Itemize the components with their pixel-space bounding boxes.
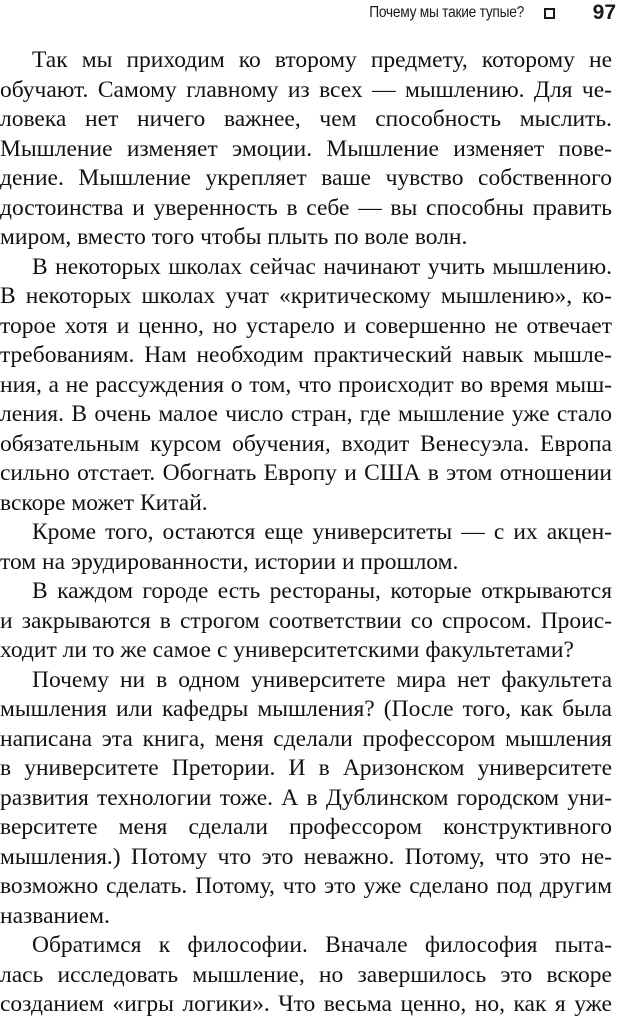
text-line: мышления.) Потому что это неважно. Потому, что это не- <box>0 843 612 870</box>
text-line: верситете меня сделали профессором конструктивного <box>0 814 612 840</box>
text-line: ления. В очень малое число стран, где мышление уже стало <box>0 401 612 427</box>
text-line: ловека нет ничего важнее, чем способность мыслить. <box>0 106 612 132</box>
text-line: ходит ли то же самое с университетскими факультетами? <box>0 637 574 663</box>
text-line: достоинства и уверенность в себе — вы способны править <box>0 194 612 221</box>
text-line: В некоторых школах учат «критическому мышлению», ко- <box>0 283 612 309</box>
paragraph <box>0 666 620 932</box>
text-line: развития технологии тоже. А в Дублинском городском уни- <box>0 784 612 811</box>
paragraph <box>0 577 620 666</box>
page-number: 97 <box>592 1 616 24</box>
text-line: том на эрудированности, истории и прошлом. <box>0 548 459 575</box>
text-line: возможно сделать. Потому, что это уже сделано под другим <box>0 873 612 899</box>
text-line: созданием «игры логики». Что весьма ценно, но, как я уже <box>0 991 612 1017</box>
running-header <box>0 0 620 40</box>
text-line: В каждом городе есть рестораны, которые открываются <box>32 578 612 604</box>
text-line: Так мы приходим ко второму предмету, которому не <box>32 47 612 73</box>
text-line: Обратимся к философии. Вначале философия пыта- <box>32 932 612 958</box>
text-line: названием. <box>0 902 110 929</box>
body-text <box>0 46 620 1020</box>
text-line: и закрываются в строгом соответствии со спросом. Проис- <box>0 607 612 634</box>
text-line: дение. Мышление укрепляет ваше чувство собственного <box>0 165 612 191</box>
text-line: В некоторых школах сейчас начинают учить мышлению. <box>32 253 612 280</box>
text-line: сильно отстает. Обогнать Европу и США в этом отношении <box>0 460 612 486</box>
text-line: написана эта книга, меня сделали профессором мышления <box>0 725 612 752</box>
text-line: мышления или кафедры мышления? (После того, как была <box>0 696 612 722</box>
text-line: торое хотя и ценно, но устарело и совершенно не отвечает <box>0 312 612 339</box>
text-line: ния, а не рассуждения о том, что происходит во время мыш- <box>0 371 612 398</box>
text-line: Кроме того, остаются еще университеты — с их акцен- <box>32 519 612 545</box>
text-line: Мышление изменяет эмоции. Мышление изменяет пове- <box>0 135 612 162</box>
square-outline-icon <box>544 8 555 19</box>
text-line: обязательным курсом обучения, входит Венесуэла. Европа <box>0 430 612 457</box>
paragraph <box>0 46 620 253</box>
paragraph <box>0 518 620 577</box>
text-line: требованиям. Нам необходим практический навык мышле- <box>0 342 612 368</box>
text-line: Почему ни в одном университете мира нет факультета <box>32 666 612 693</box>
running-title: Почему мы такие тупые? <box>369 4 524 21</box>
text-line: миром, вместо того чтобы плыть по воле волн. <box>0 224 468 250</box>
paragraph <box>0 253 620 519</box>
text-line: обучают. Самому главному из всех — мышлению. Для че- <box>0 76 612 103</box>
paragraph <box>0 931 620 1020</box>
text-line: лась исследовать мышление, но завершилось это вскоре <box>0 961 612 988</box>
text-line: в университете Претории. И в Аризонском университете <box>0 755 612 781</box>
text-line: вскоре может Китай. <box>0 489 208 516</box>
